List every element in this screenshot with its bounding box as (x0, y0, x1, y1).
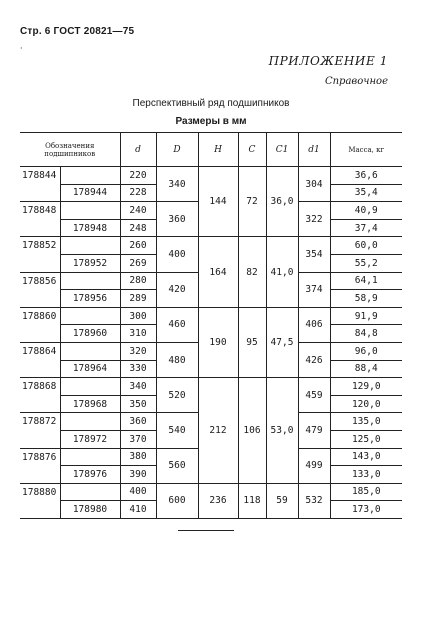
cell-designation-b: 178968 (60, 395, 120, 413)
cell-designation-b: 178952 (60, 254, 120, 272)
cell-C1: 53,0 (266, 378, 298, 484)
cell-d1: 499 (298, 448, 330, 483)
table-header-row (20, 133, 402, 167)
cell-mass: 96,0 (330, 342, 402, 360)
cell-d: 320 (120, 342, 156, 360)
cell-mass: 64,1 (330, 272, 402, 290)
cell-mass: 173,0 (330, 501, 402, 519)
cell-mass: 37,4 (330, 219, 402, 237)
cell-designation-b (60, 483, 120, 501)
cell-d1: 406 (298, 307, 330, 342)
cell-d1: 459 (298, 378, 330, 413)
cell-designation-b: 178944 (60, 184, 120, 202)
cell-designation-a (20, 325, 60, 343)
header-C1: C1 (266, 133, 298, 167)
cell-d: 400 (120, 483, 156, 501)
cell-designation-b (60, 237, 120, 255)
cell-designation-b: 178976 (60, 466, 120, 484)
cell-designation-b: 178972 (60, 430, 120, 448)
cell-C: 118 (238, 483, 266, 518)
appendix-subtitle: Справочное (324, 76, 388, 87)
cell-designation-a (20, 501, 60, 519)
table-caption: Перспективный ряд подшипников (132, 98, 290, 109)
header-d1: d1 (298, 133, 330, 167)
cell-d: 380 (120, 448, 156, 466)
cell-C: 95 (238, 307, 266, 377)
cell-d1: 479 (298, 413, 330, 448)
cell-designation-a (20, 254, 60, 272)
cell-D: 400 (156, 237, 198, 272)
cell-designation-a: 178860 (20, 307, 60, 325)
cell-d: 410 (120, 501, 156, 519)
appendix-title: ПРИЛОЖЕНИЕ 1 (268, 54, 388, 68)
table-row (20, 307, 402, 325)
header-designation: Обозначения подшипников (20, 133, 120, 167)
cell-designation-a: 178876 (20, 448, 60, 466)
cell-mass: 143,0 (330, 448, 402, 466)
cell-mass: 120,0 (330, 395, 402, 413)
cell-designation-a: 178852 (20, 237, 60, 255)
cell-designation-b (60, 167, 120, 185)
table-row (20, 237, 402, 255)
cell-d: 248 (120, 219, 156, 237)
table-body (20, 167, 402, 519)
cell-d1: 374 (298, 272, 330, 307)
cell-D: 360 (156, 202, 198, 237)
cell-designation-b (60, 272, 120, 290)
cell-designation-b: 178980 (60, 501, 120, 519)
cell-d: 260 (120, 237, 156, 255)
cell-D: 460 (156, 307, 198, 342)
cell-mass: 60,0 (330, 237, 402, 255)
cell-d: 370 (120, 430, 156, 448)
cell-d: 390 (120, 466, 156, 484)
cell-designation-a: 178872 (20, 413, 60, 431)
cell-mass: 185,0 (330, 483, 402, 501)
cell-mass: 133,0 (330, 466, 402, 484)
cell-C: 106 (238, 378, 266, 484)
cell-d: 228 (120, 184, 156, 202)
cell-C1: 59 (266, 483, 298, 518)
cell-mass: 40,9 (330, 202, 402, 220)
cell-d: 330 (120, 360, 156, 378)
table-row (20, 167, 402, 185)
cell-designation-a: 178856 (20, 272, 60, 290)
cell-C1: 47,5 (266, 307, 298, 377)
header-mass: Масса, кг (330, 133, 402, 167)
header-H: H (198, 133, 238, 167)
cell-D: 480 (156, 342, 198, 377)
cell-d1: 354 (298, 237, 330, 272)
cell-mass: 84,8 (330, 325, 402, 343)
cell-designation-b (60, 307, 120, 325)
table-row (20, 378, 402, 396)
cell-designation-b: 178964 (60, 360, 120, 378)
cell-designation-b (60, 448, 120, 466)
cell-d1: 304 (298, 167, 330, 202)
cell-designation-a (20, 219, 60, 237)
cell-C1: 36,0 (266, 167, 298, 237)
cell-designation-a: 178864 (20, 342, 60, 360)
cell-mass: 35,4 (330, 184, 402, 202)
cell-d: 310 (120, 325, 156, 343)
cell-D: 600 (156, 483, 198, 518)
cell-d: 350 (120, 395, 156, 413)
cell-D: 420 (156, 272, 198, 307)
cell-designation-b (60, 202, 120, 220)
cell-designation-b (60, 378, 120, 396)
cell-designation-b: 178956 (60, 290, 120, 308)
cell-d: 289 (120, 290, 156, 308)
cell-mass: 91,9 (330, 307, 402, 325)
cell-C1: 41,0 (266, 237, 298, 307)
cell-d: 300 (120, 307, 156, 325)
cell-D: 520 (156, 378, 198, 413)
cell-d1: 322 (298, 202, 330, 237)
cell-designation-a (20, 395, 60, 413)
cell-d: 240 (120, 202, 156, 220)
cell-d: 269 (120, 254, 156, 272)
cell-designation-a (20, 184, 60, 202)
cell-D: 560 (156, 448, 198, 483)
cell-designation-a: 178868 (20, 378, 60, 396)
cell-designation-a (20, 466, 60, 484)
bearing-table (20, 132, 402, 519)
table-row (20, 483, 402, 501)
cell-d: 340 (120, 378, 156, 396)
cell-d1: 426 (298, 342, 330, 377)
cell-designation-b (60, 413, 120, 431)
cell-D: 340 (156, 167, 198, 202)
table-units: Размеры в мм (175, 116, 247, 127)
cell-mass: 129,0 (330, 378, 402, 396)
cell-d: 280 (120, 272, 156, 290)
footer-rule (178, 530, 234, 531)
cell-designation-a: 178880 (20, 483, 60, 501)
cell-H: 144 (198, 167, 238, 237)
page-header: Стр. 6 ГОСТ 20821—75 (20, 26, 135, 37)
cell-d: 220 (120, 167, 156, 185)
cell-H: 212 (198, 378, 238, 484)
cell-H: 236 (198, 483, 238, 518)
cell-designation-a (20, 430, 60, 448)
cell-mass: 36,6 (330, 167, 402, 185)
cell-designation-a (20, 360, 60, 378)
cell-d1: 532 (298, 483, 330, 518)
cell-designation-a: 178848 (20, 202, 60, 220)
cell-H: 190 (198, 307, 238, 377)
page-dot: · (20, 44, 23, 53)
header-D: D (156, 133, 198, 167)
cell-designation-a: 178844 (20, 167, 60, 185)
header-C: C (238, 133, 266, 167)
cell-d: 360 (120, 413, 156, 431)
cell-designation-b: 178948 (60, 219, 120, 237)
cell-mass: 55,2 (330, 254, 402, 272)
cell-designation-a (20, 290, 60, 308)
header-d: d (120, 133, 156, 167)
cell-C: 72 (238, 167, 266, 237)
cell-mass: 135,0 (330, 413, 402, 431)
cell-designation-b: 178960 (60, 325, 120, 343)
cell-C: 82 (238, 237, 266, 307)
cell-mass: 58,9 (330, 290, 402, 308)
cell-mass: 88,4 (330, 360, 402, 378)
cell-H: 164 (198, 237, 238, 307)
cell-designation-b (60, 342, 120, 360)
cell-D: 540 (156, 413, 198, 448)
cell-mass: 125,0 (330, 430, 402, 448)
